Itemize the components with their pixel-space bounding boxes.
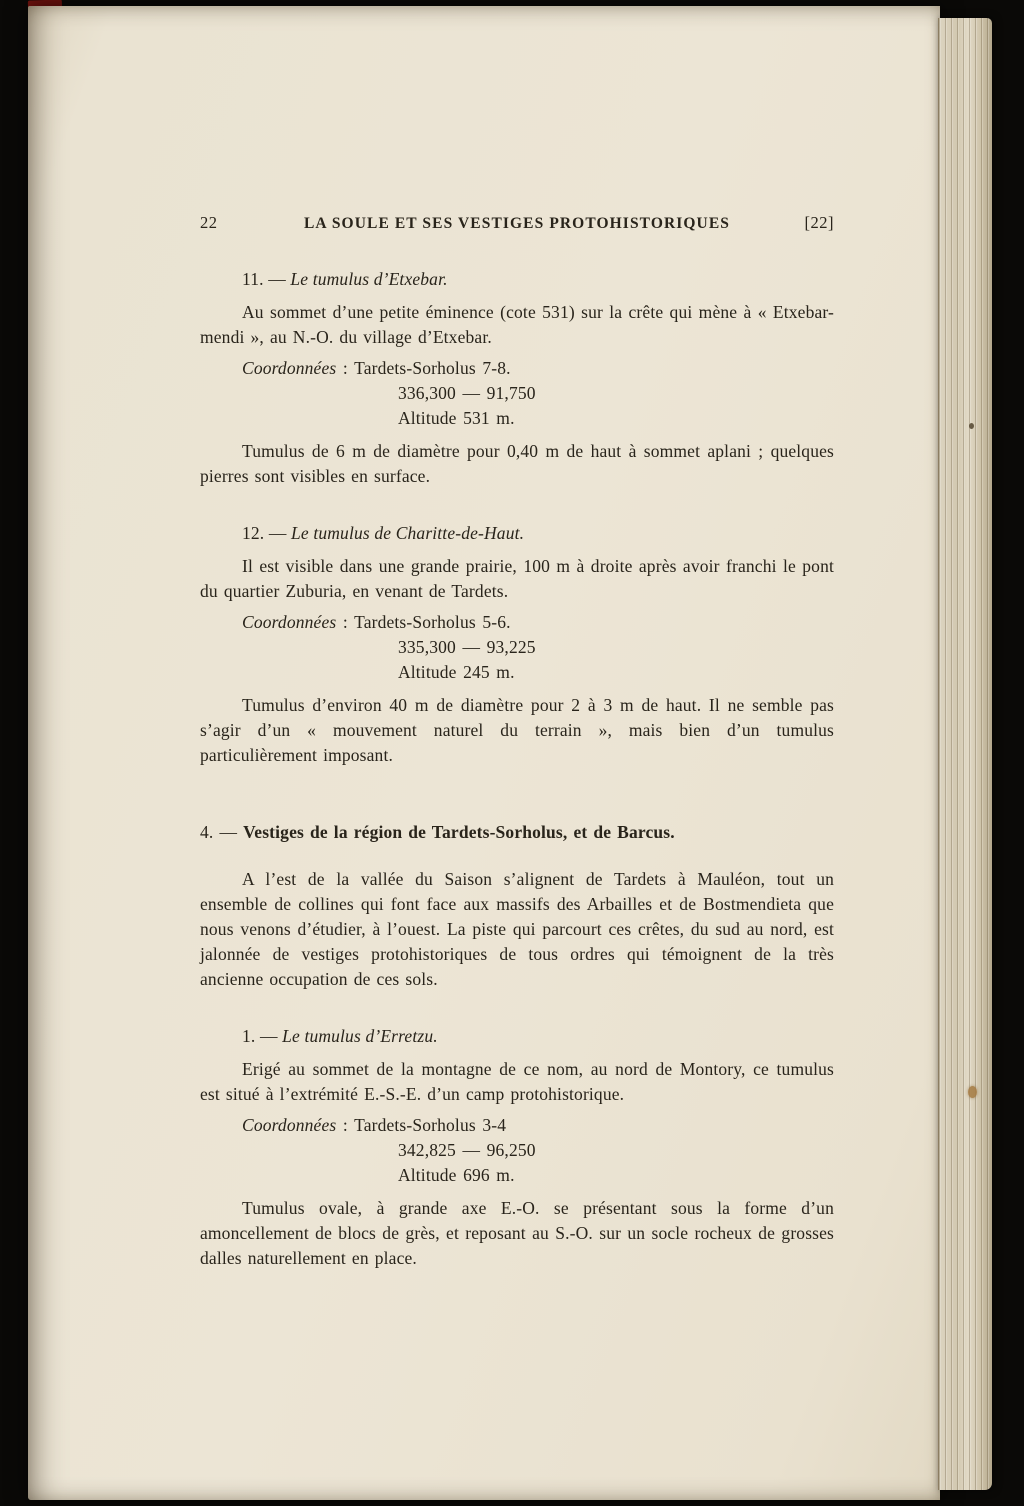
entry-11-title: Le tumulus d’Etxebar. (290, 269, 448, 289)
page-edges (938, 18, 992, 1490)
entry-1-title: Le tumulus d’Erretzu. (282, 1026, 438, 1046)
coordinates-label: Coordonnées (242, 1115, 337, 1135)
text-column (200, 6, 834, 1271)
entry-11-heading (242, 267, 834, 292)
entry-11-number: 11. — (242, 269, 291, 289)
section-4-number: 4. — (200, 822, 244, 842)
entry-1-erretzu (200, 1024, 834, 1271)
entry-12-description: Tumulus d’environ 40 m de diamètre pour 2 à 3 m de haut. Il ne semble pas s’agir d’un « mouvement naturel du terrain », mais bien d’un tumulus particulièrement imposant. (200, 695, 834, 765)
entry-1-heading (242, 1024, 834, 1049)
coordinates-map-ref: : Tardets-Sorholus 3-4 (336, 1115, 507, 1135)
entry-1-number: 1. — (242, 1026, 283, 1046)
coordinates-map-ref: : Tardets-Sorholus 7-8. (336, 358, 511, 378)
coordinates-line-1 (242, 1113, 834, 1138)
paper-speck (969, 423, 974, 429)
running-title: LA SOULE ET SES VESTIGES PROTOHISTORIQUES (303, 215, 731, 232)
entry-12-intro: Il est visible dans une grande prairie, 100 m à droite après avoir franchi le pont du quartier Zuburia, en venant de Tardets. (200, 556, 834, 601)
coordinates-map-ref: : Tardets-Sorholus 5-6. (336, 612, 511, 632)
entry-1-intro: Erigé au sommet de la montagne de ce nom, au nord de Montory, ce tumulus est situé à l’extrémité E.-S.-E. d’un camp protohistorique. (200, 1059, 834, 1104)
section-4 (200, 820, 834, 992)
entry-11-description: Tumulus de 6 m de diamètre pour 0,40 m de haut à sommet aplani ; quelques pierres sont visibles en surface. (200, 441, 834, 486)
entry-12 (200, 521, 834, 768)
coordinates-altitude: Altitude 531 m. (398, 408, 515, 428)
paper-stain (968, 1086, 977, 1098)
running-header (200, 212, 834, 235)
entry-12-heading (242, 521, 834, 546)
coordinates-grid: 335,300 — 93,225 (398, 637, 536, 657)
coordinates-label: Coordonnées (242, 358, 337, 378)
bracket-page-number: [22] (804, 213, 834, 232)
entry-11 (200, 267, 834, 489)
coordinates-line-1 (242, 356, 834, 381)
coordinates-altitude: Altitude 245 m. (398, 662, 515, 682)
coordinates-line-1 (242, 610, 834, 635)
section-4-intro: A l’est de la vallée du Saison s’alignent de Tardets à Mauléon, tout un ensemble de collines qui font face aux massifs des Arbailles et de Bostmendieta que nous venons d’étudier, à l’ouest. La piste qui parcourt ces crêtes, du sud au nord, est jalonnée de vestiges protohistoriques de tous ordres qui témoignent de la très ancienne occupation de ces sols. (200, 869, 834, 989)
entry-1-coordinates (200, 1113, 834, 1188)
coordinates-altitude: Altitude 696 m. (398, 1165, 515, 1185)
entry-12-coordinates (200, 610, 834, 685)
entry-1-description: Tumulus ovale, à grande axe E.-O. se présentant sous la forme d’un amoncellement de blocs de grès, et reposant au S.-O. sur un socle rocheux de grosses dalles naturellement en place. (200, 1198, 834, 1268)
page-number: 22 (200, 213, 218, 232)
entry-11-intro: Au sommet d’une petite éminence (cote 531) sur la crête qui mène à « Etxebar-mendi », au N.-O. du village d’Etxebar. (200, 302, 834, 347)
book-page (28, 6, 940, 1500)
entry-11-coordinates (200, 356, 834, 431)
section-4-title: Vestiges de la région de Tardets-Sorholus, et de Barcus. (243, 822, 675, 842)
coordinates-label: Coordonnées (242, 612, 337, 632)
coordinates-grid: 336,300 — 91,750 (398, 383, 536, 403)
entry-12-title: Le tumulus de Charitte-de-Haut. (291, 523, 525, 543)
coordinates-grid: 342,825 — 96,250 (398, 1140, 536, 1160)
entry-12-number: 12. — (242, 523, 292, 543)
section-4-heading (200, 820, 834, 845)
